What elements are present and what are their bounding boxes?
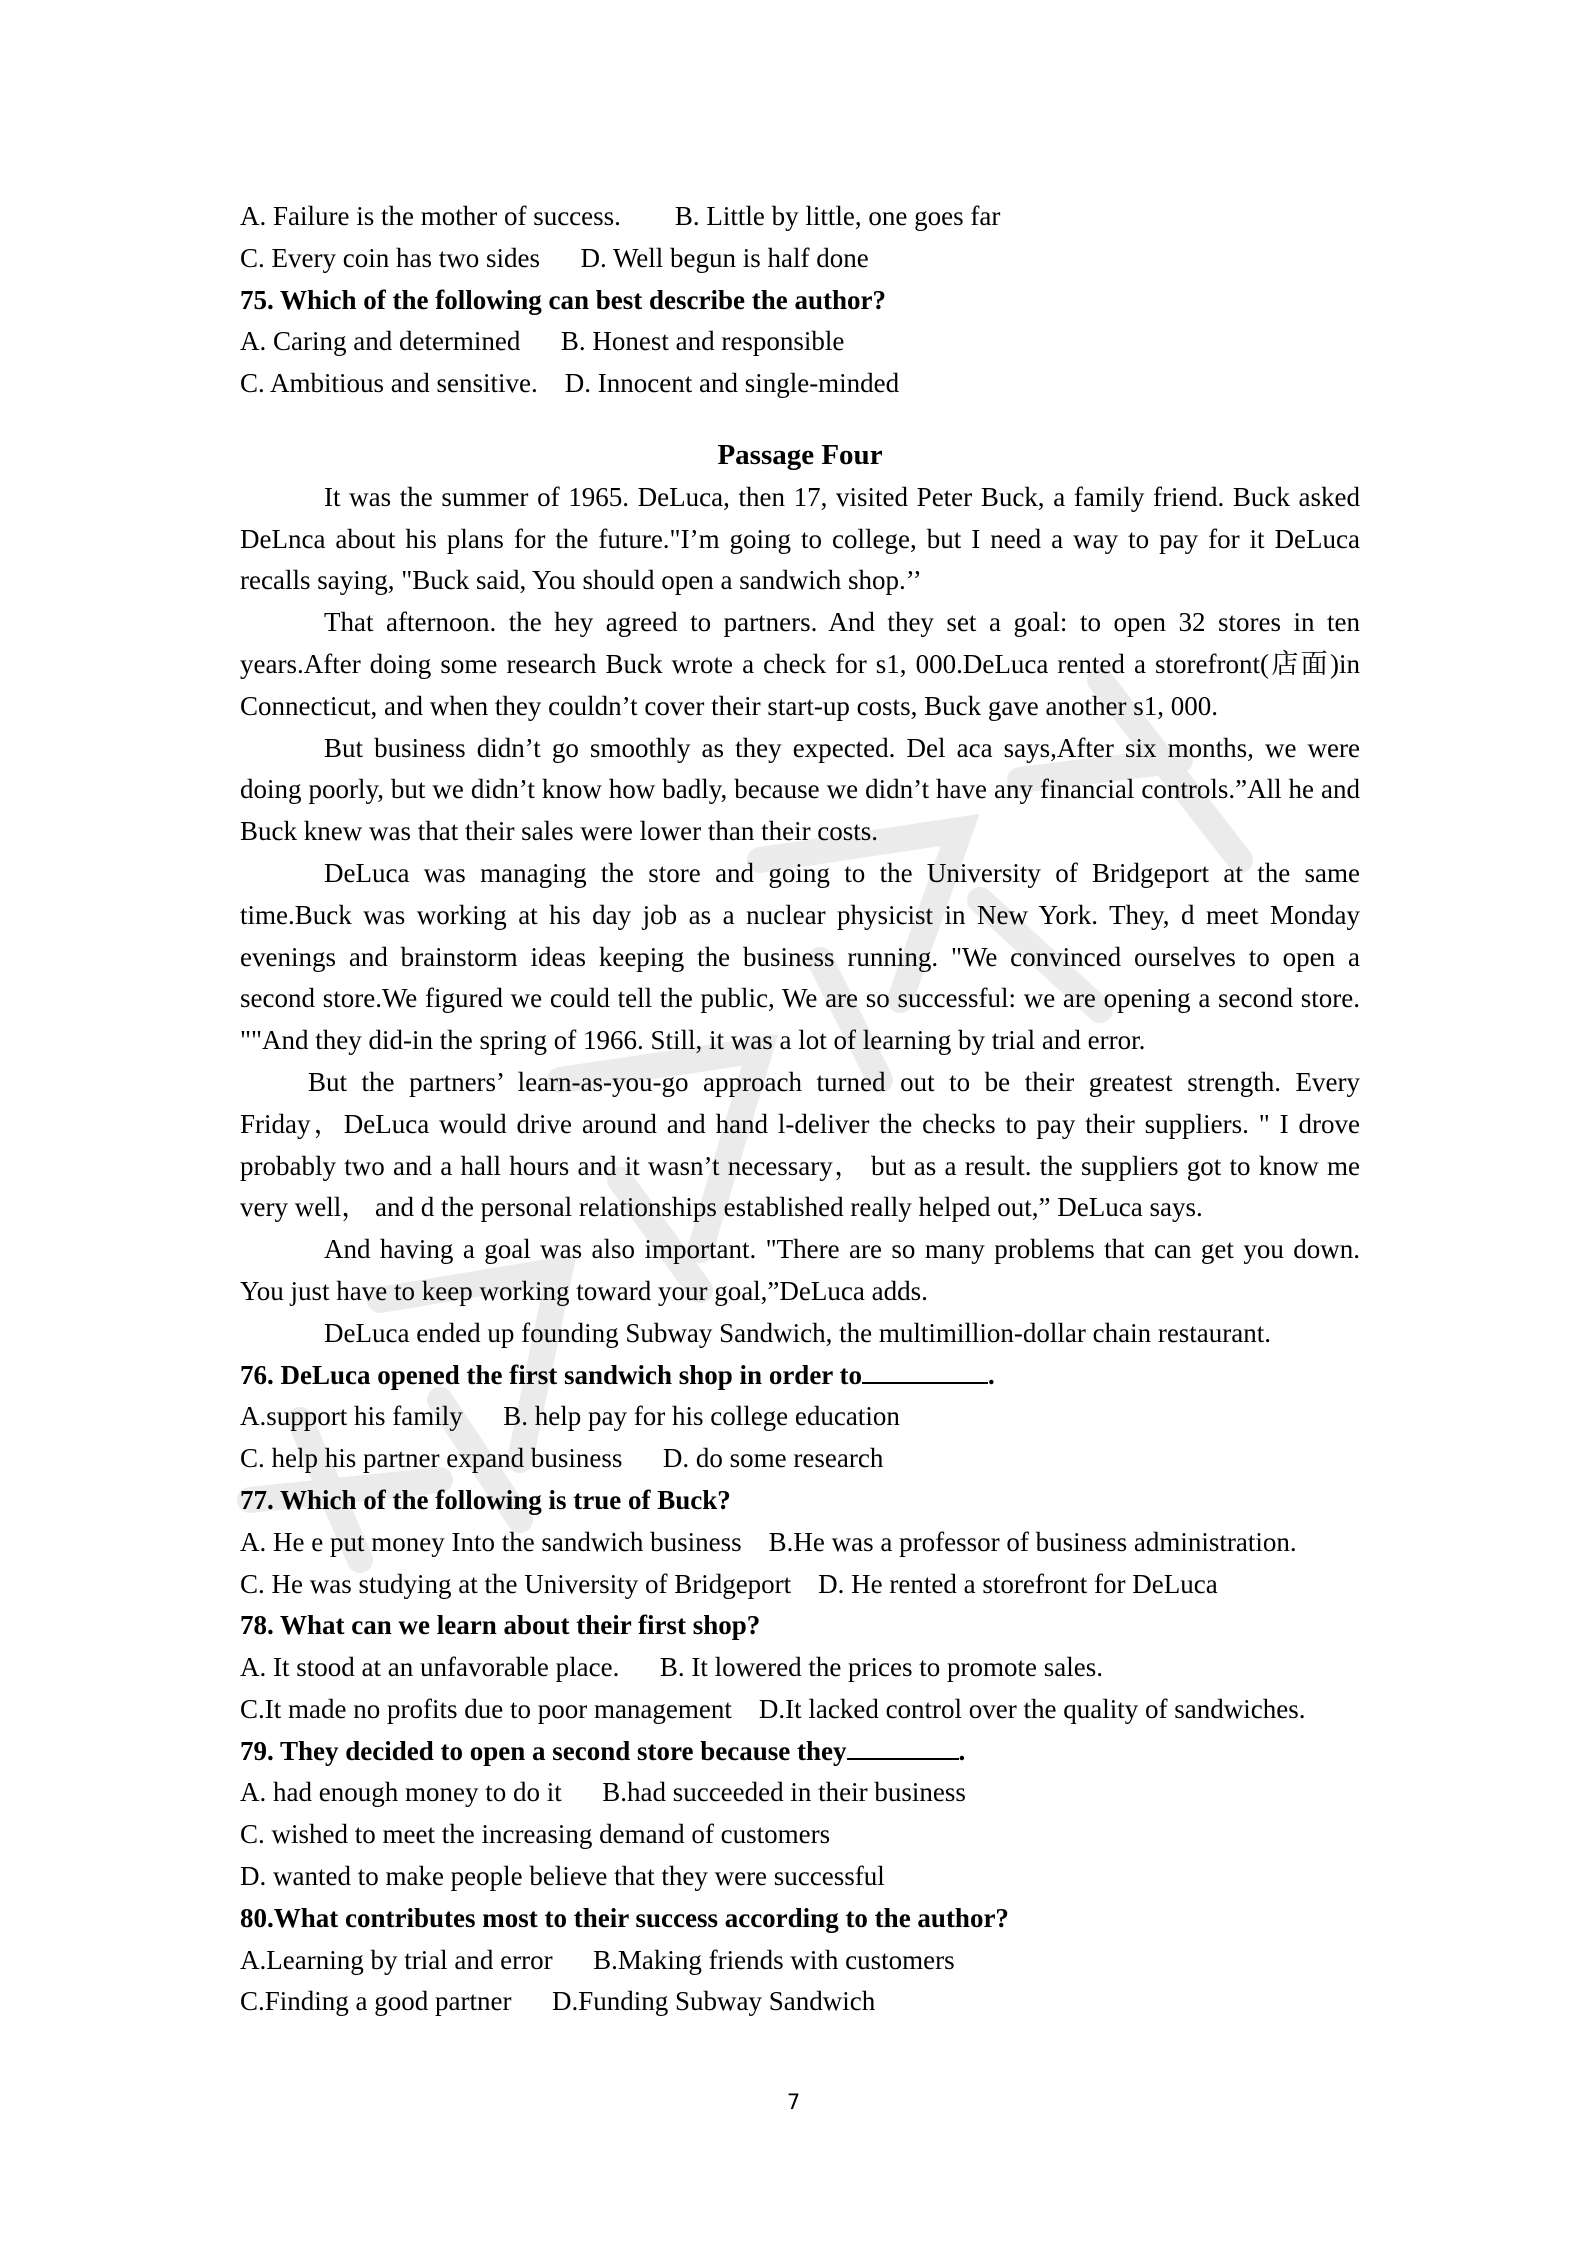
question-78-options-line1: A. It stood at an unfavorable place. B. It lowered the prices to promote sales.: [240, 1652, 1103, 1683]
question-80-options-line2: C.Finding a good partner D.Funding Subway Sandwich: [240, 1986, 876, 2017]
question-78-options-line2: C.It made no profits due to poor management D.It lacked control over the quality of sandwiches.: [240, 1693, 1306, 1724]
passage-body: [240, 477, 1360, 1355]
question-77-options-line2: C. He was studying at the University of Bridgeport D. He rented a storefront for DeLuca: [240, 1568, 1218, 1599]
passage-paragraph-4: DeLuca was managing the store and going to the University of Bridgeport at the same time.Buck was working at his day job as a nuclear physicist in New York. They, d meet Monday evenings and brainstorm ideas keeping the business running. "We convinced ourselves to open a second store.We figured we could tell the public, We are so successful: we are opening a second store. ""And they did-in the spring of 1966. Still, it was a lot of learning by trial and error.: [240, 857, 1360, 1056]
question-76-stem: 76. DeLuca opened the first sandwich shop in order to: [240, 1359, 863, 1390]
question-76-stem-line: [240, 1355, 1360, 1397]
answer-blank: [862, 1381, 988, 1384]
question-75-options-line2: C. Ambitious and sensitive. D. Innocent and single-minded: [240, 368, 900, 399]
question-76-options-line1: A.support his family B. help pay for his college education: [240, 1401, 900, 1432]
question-79-stem-line: [240, 1731, 1360, 1773]
question-77-stem: 77. Which of the following is true of Buck?: [240, 1484, 731, 1515]
question-80-stem: 80.What contributes most to their success according to the author?: [240, 1902, 1009, 1933]
page-number: 7: [786, 2090, 801, 2114]
passage-paragraph-7: DeLuca ended up founding Subway Sandwich, the multimillion-dollar chain restaurant.: [324, 1317, 1272, 1348]
prev-question-options-line2: C. Every coin has two sides D. Well begun is half done: [240, 242, 869, 273]
question-79-option-c: C. wished to meet the increasing demand of customers: [240, 1819, 831, 1850]
question-76-options-line2: C. help his partner expand business D. do some research: [240, 1443, 884, 1474]
passage-paragraph-5: But the partners’ learn-as-you-go approach turned out to be their greatest strength. Every Friday，DeLuca would drive around and hand l-deliver the checks to pay their suppliers. " I drove probably two and a hall hours and it wasn’t necessary， but as a result. the suppliers got to know me very well， and d the personal relationships established really helped out,” DeLuca says.: [240, 1066, 1360, 1223]
page-content: [240, 196, 1360, 2023]
question-79-stem: 79. They decided to open a second store because they: [240, 1735, 847, 1766]
question-75-options-line1: A. Caring and determined B. Honest and responsible: [240, 326, 845, 357]
passage-paragraph-6: And having a goal was also important. "There are so many problems that can get you down. You just have to keep working toward your goal,”DeLuca adds.: [240, 1234, 1360, 1306]
question-79-options-a-b: A. had enough money to do it B.had succeeded in their business: [240, 1777, 966, 1808]
prev-question-options-line1: A. Failure is the mother of success. B. Little by little, one goes far: [240, 201, 1001, 231]
question-78-stem: 78. What can we learn about their first shop?: [240, 1610, 761, 1641]
passage-paragraph-2: That afternoon. the hey agreed to partners. And they set a goal: to open 32 stores in ten years.After doing some research Buck wrote a check for s1, 000.DeLuca rented a storefront(店面)in Connecticut, and when they couldn’t cover their start-up costs, Buck gave another s1, 000.: [240, 607, 1360, 721]
passage-paragraph-3: But business didn’t go smoothly as they expected. Del aca says,After six months, we were doing poorly, but we didn’t know how badly, because we didn’t have any financial controls.”All he and Buck knew was that their sales were lower than their costs.: [240, 732, 1360, 847]
question-80-options-line1: A.Learning by trial and error B.Making friends with customers: [240, 1944, 955, 1975]
passage-title: Passage Four: [717, 438, 883, 471]
question-75-stem: 75. Which of the following can best describe the author?: [240, 284, 886, 315]
question-79-stem-end: .: [958, 1735, 966, 1766]
question-79-option-d: D. wanted to make people believe that they were successful: [240, 1861, 885, 1892]
question-76-stem-end: .: [988, 1359, 995, 1390]
answer-blank: [847, 1757, 959, 1760]
question-77-options-line1: A. He e put money Into the sandwich business B.He was a professor of business administration.: [240, 1526, 1297, 1557]
passage-paragraph-1: It was the summer of 1965. DeLuca, then 17, visited Peter Buck, a family friend. Buck asked DeLnca about his plans for the future."I’m going to college, but I need a way to pay for it DeLuca recalls saying, "Buck said, You should open a sandwich shop.’’: [240, 481, 1360, 596]
